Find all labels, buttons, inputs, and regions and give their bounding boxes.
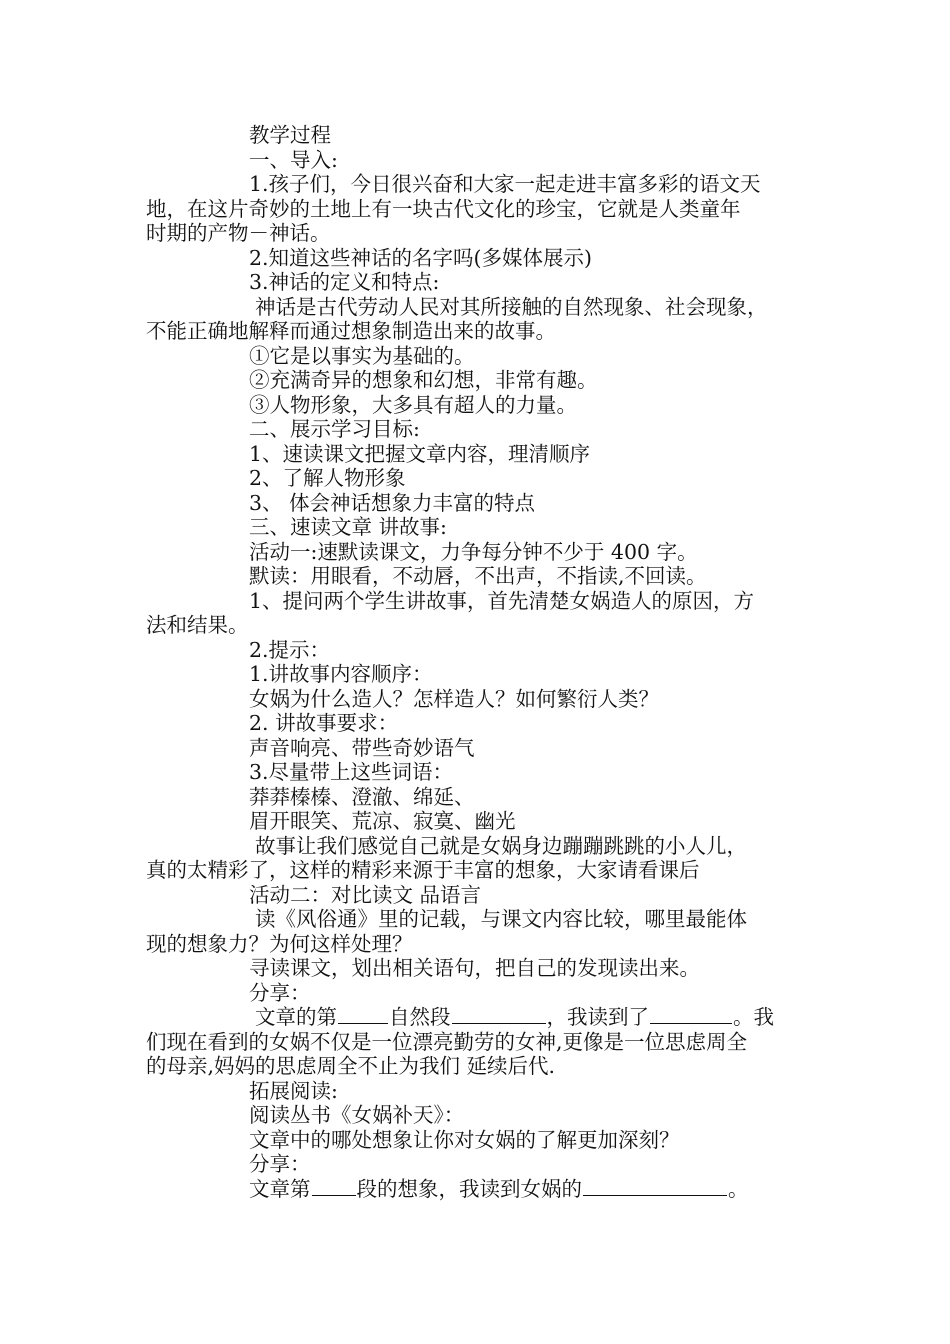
paragraph-line: 现的想象力？为何这样处理？	[146, 931, 413, 956]
heading-intro: 一、导入:	[249, 147, 338, 172]
blank-field[interactable]	[452, 1005, 546, 1024]
list-item: ③人物形象，大多具有超人的力量。	[249, 392, 577, 417]
paragraph-line: 们现在看到的女娲不仅是一位漂亮勤劳的女神,更像是一位思虑周全	[146, 1029, 748, 1054]
blank-field[interactable]	[650, 1005, 732, 1024]
fill-in-line	[146, 1005, 811, 1030]
heading-activity-two: 活动二：对比读文 品语言	[249, 882, 482, 907]
fill-text: 段的想象，我读到女娲的	[356, 1176, 582, 1201]
fill-text: 文章的第	[255, 1005, 337, 1029]
blank-field[interactable]	[312, 1177, 356, 1196]
paragraph-line: 不能正确地解释而通过想象制造出来的故事。	[146, 319, 556, 343]
heading-extended-reading: 拓展阅读:	[249, 1078, 338, 1103]
paragraph-line: 法和结果。	[146, 613, 249, 637]
fill-text: 文章第	[249, 1176, 311, 1201]
paragraph-line: 1.讲故事内容顺序：	[249, 662, 433, 686]
paragraph-line: 故事让我们感觉自己就是女娲身边蹦蹦跳跳的小人儿，	[255, 833, 747, 858]
heading-reading: 三、速读文章 讲故事:	[249, 515, 447, 539]
paragraph-line: 文章中的哪处想象让你对女娲的了解更加深刻？	[249, 1127, 680, 1152]
paragraph-line: 莽莽榛榛、澄澈、绵延、	[249, 784, 475, 809]
fill-text: 。我	[733, 1005, 774, 1029]
list-item: 2、了解人物形象	[249, 466, 406, 490]
paragraph-line: 2.知道这些神话的名字吗(多媒体展示)	[249, 245, 593, 270]
paragraph-line: 分享：	[249, 1152, 311, 1176]
list-item: 3、 体会神话想象力丰富的特点	[249, 490, 536, 515]
paragraph-line: 1、提问两个学生讲故事，首先清楚女娲造人的原因，方	[249, 588, 755, 613]
blank-field[interactable]	[583, 1177, 727, 1196]
paragraph-line: 1.孩子们，今日很兴奋和大家一起走进丰富多彩的语文天	[249, 172, 761, 196]
paragraph-line: 3.尽量带上这些词语：	[249, 760, 454, 784]
paragraph-line: 2.提示：	[249, 637, 331, 662]
paragraph-line: 神话是古代劳动人民对其所接触的自然现象、社会现象，	[255, 294, 768, 319]
paragraph-line: 声音响亮、带些奇妙语气	[249, 735, 475, 760]
paragraph-line: 时期的产物－神话。	[146, 221, 331, 245]
blank-field[interactable]	[338, 1005, 388, 1024]
paragraph-line: 的母亲,妈妈的思虑周全不止为我们 延续后代.	[146, 1054, 556, 1078]
paragraph-line: 默读：用眼看，不动唇，不出声，不指读,不回读。	[249, 564, 707, 588]
paragraph-line: 读《风俗通》里的记载，与课文内容比较，哪里最能体	[255, 907, 747, 931]
paragraph-line: 阅读丛书《女娲补天》：	[249, 1103, 465, 1127]
fill-in-line	[146, 1177, 811, 1202]
paragraph-line: 真的太精彩了，这样的精彩来源于丰富的想象，大家请看课后	[146, 858, 700, 882]
paragraph-line: 眉开眼笑、荒凉、寂寞、幽光	[249, 809, 516, 833]
section-title: 教学过程	[249, 123, 331, 147]
paragraph-line: 分享：	[249, 980, 311, 1005]
paragraph-line: 寻读课文，划出相关语句，把自己的发现读出来。	[249, 956, 700, 980]
list-item: ②充满奇异的想象和幻想，非常有趣。	[249, 368, 598, 392]
document-body	[146, 123, 811, 1201]
heading-goals: 二、展示学习目标:	[249, 417, 420, 441]
fill-text: ，我读到了	[546, 1005, 649, 1029]
paragraph-line: 2. 讲故事要求：	[249, 711, 399, 735]
paragraph-line: 地，在这片奇妙的土地上有一块古代文化的珍宝，它就是人类童年	[146, 196, 741, 221]
paragraph-line: 3.神话的定义和特点:	[249, 270, 440, 294]
fill-text: 。	[728, 1176, 749, 1201]
list-item: 1、速读课文把握文章内容，理清顺序	[249, 441, 591, 466]
fill-text: 自然段	[389, 1005, 451, 1029]
list-item: ①它是以事实为基础的。	[249, 343, 475, 368]
paragraph-line: 女娲为什么造人？怎样造人？如何繁衍人类？	[249, 686, 659, 711]
paragraph-line: 活动一:速默读课文，力争每分钟不少于 400 字。	[249, 539, 698, 564]
